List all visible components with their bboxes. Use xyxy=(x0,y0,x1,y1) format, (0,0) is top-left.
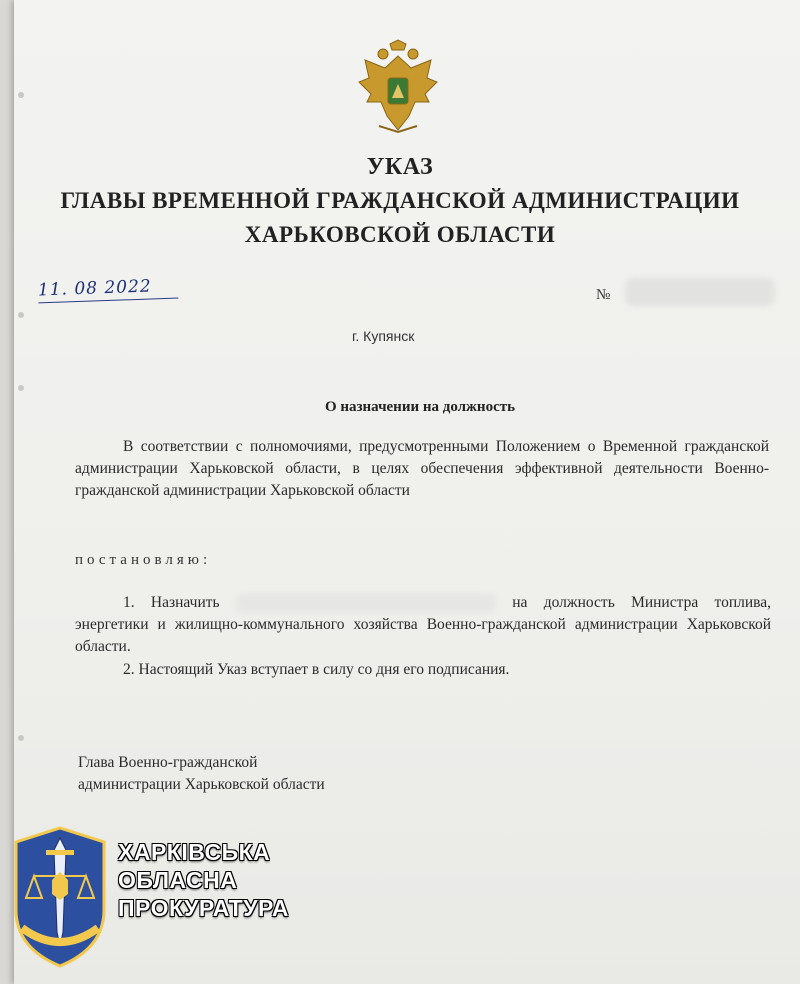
item1-suffix: на должность Министра топлива, энергетики и жилищно-коммунального хозяйства Военно-гражданской администрации Харьковской области. xyxy=(75,594,772,655)
item1-prefix: 1. Назначить xyxy=(123,594,220,611)
preamble-paragraph: В соответствии с полномочиями, предусмотренными Положением о Временной гражданской администрации Харьковской области, в целях обеспечения эффективной деятельности Военно-гражданской администрации Харьковской области xyxy=(75,438,769,499)
resolve-word: постановляю: xyxy=(75,552,212,568)
signature-line1: Глава Военно-гражданской xyxy=(78,754,258,771)
decree-item-1 xyxy=(75,592,771,658)
punch-hole xyxy=(18,385,24,391)
redacted-name xyxy=(236,594,496,612)
decree-title xyxy=(0,150,800,252)
double-headed-eagle-emblem-icon xyxy=(355,38,441,138)
decree-item-2 xyxy=(75,659,771,681)
decree-subject: О назначении на должность xyxy=(324,399,516,415)
signature-block xyxy=(78,752,325,796)
number-label: № xyxy=(596,287,611,303)
watermark-line3: ПРОКУРАТУРА xyxy=(118,895,289,921)
city-line: г. Купянск xyxy=(352,328,415,344)
punch-hole xyxy=(18,92,24,98)
prosecutor-office-watermark xyxy=(118,838,289,922)
punch-hole xyxy=(18,735,24,741)
watermark-line2: ОБЛАСНА xyxy=(118,867,238,893)
prosecutor-shield-logo-icon xyxy=(6,820,114,970)
punch-hole xyxy=(18,312,24,318)
item2-text: 2. Настоящий Указ вступает в силу со дня его подписания. xyxy=(123,661,510,678)
signature-line2: администрации Харьковской области xyxy=(78,776,325,793)
handwritten-date: 11. 08 2022 xyxy=(38,276,179,304)
decree-title-line2: ГЛАВЫ ВРЕМЕННОЙ ГРАЖДАНСКОЙ АДМИНИСТРАЦИИ xyxy=(60,188,740,213)
redacted-number xyxy=(625,278,775,306)
watermark-line1: ХАРКІВСЬКА xyxy=(118,839,271,865)
decree-title-line1: УКАЗ xyxy=(366,154,434,180)
decree-title-line3: ХАРЬКОВСКОЙ ОБЛАСТИ xyxy=(244,222,556,247)
